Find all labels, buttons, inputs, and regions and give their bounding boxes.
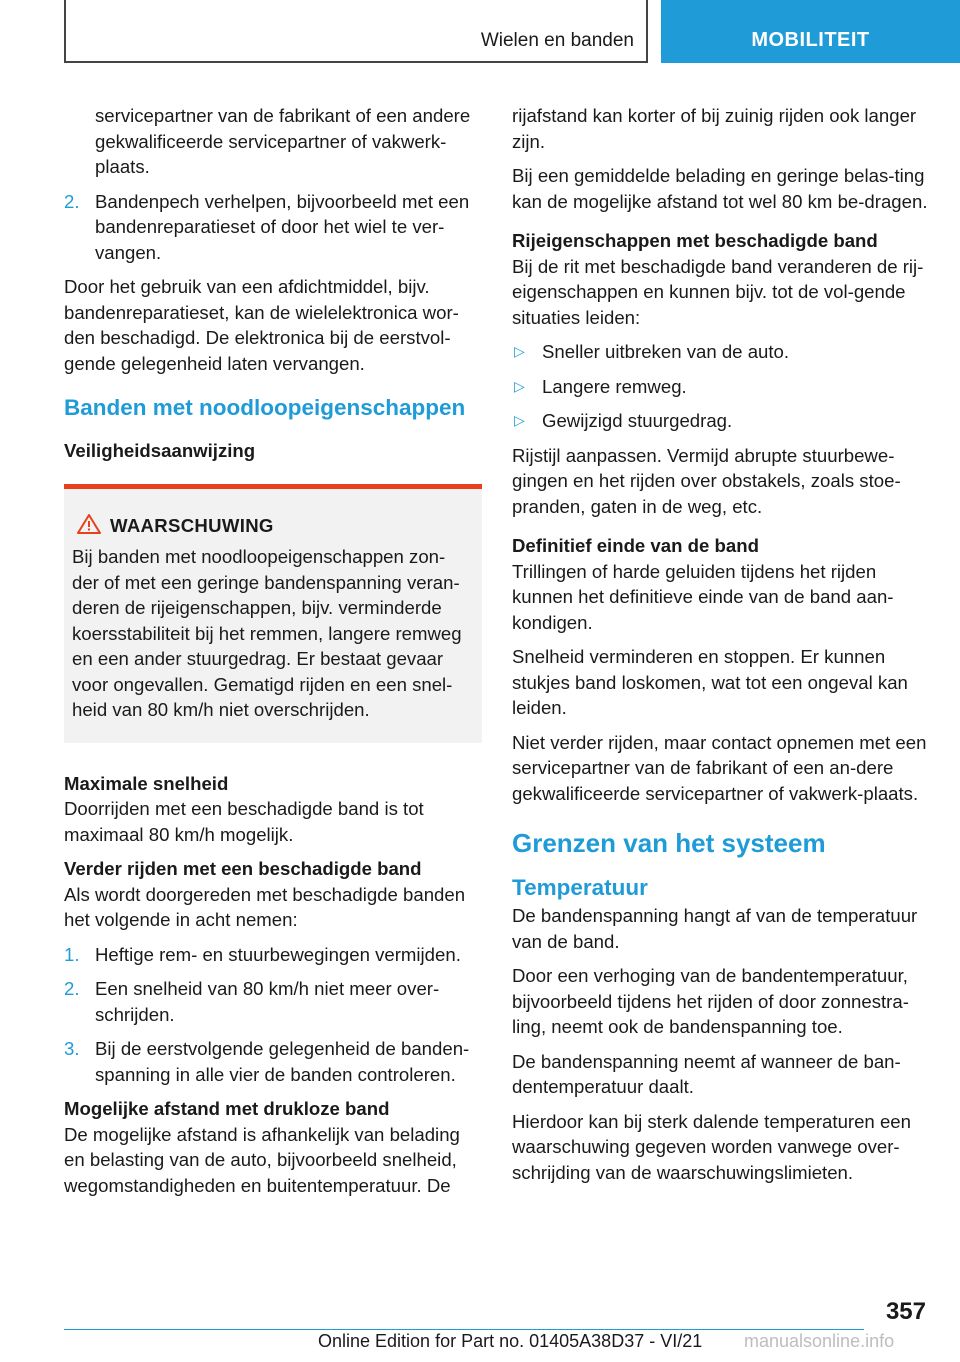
heading-possible-distance: Mogelijke afstand met drukloze band xyxy=(64,1098,390,1119)
footer-divider xyxy=(64,1329,864,1330)
heading-max-speed: Maximale snelheid xyxy=(64,772,229,794)
paragraph-max-speed: Doorrijden met een beschadigde band is tot maximaal 80 km/h mogelijk. xyxy=(64,798,424,845)
list-item-text: Langere remweg. xyxy=(542,375,687,397)
bullet-triangle-icon: ▷ xyxy=(514,377,525,394)
list-number: 1. xyxy=(64,943,80,965)
paragraph-tire-end-2: Snelheid verminderen en stoppen. Er kunnen stukjes band loskomen, wat tot een ongeval kan leiden. xyxy=(512,646,908,718)
list-item-text: Bandenpech verhelpen, bijvoorbeeld met een bandenreparatieset of door het wiel te ver-vangen. xyxy=(95,190,470,263)
list-item-continuation: servicepartner van de fabrikant of een andere gekwalificeerde servicepartner of vakwerk-plaats. xyxy=(95,105,471,177)
chapter-title: MOBILITEIT xyxy=(751,29,870,51)
page-number: 357 xyxy=(885,1298,926,1325)
list-number: 2. xyxy=(64,978,80,999)
list-item-text: Bij de eerstvolgende gelegenheid de banden-spanning in alle vier de banden controleren. xyxy=(95,1038,470,1085)
paragraph-load: Bij een gemiddelde belading en geringe belas-ting kan de mogelijke afstand tot wel 80 km be-dragen. xyxy=(512,165,928,212)
bullet-triangle-icon: ▷ xyxy=(514,343,525,359)
paragraph-temperature-2: Door een verhoging van de bandentemperatuur, bijvoorbeeld tijdens het rijden of door zonnestra-ling, neemt ook de bandenspanning toe. xyxy=(512,965,909,1037)
heading-handling: Rijeigenschappen met beschadigde band xyxy=(512,230,878,251)
paragraph-tire-end-1: Trillingen of harde geluiden tijdens het rijden kunnen het definitieve einde van de band aan-kondigen. xyxy=(512,560,894,633)
paragraph-temperature-4: Hierdoor kan bij sterk dalende temperaturen een waarschuwing gegeven worden vanwege over-schrijding van de waarschuwingslimieten. xyxy=(512,1110,911,1183)
list-number: 3. xyxy=(64,1038,80,1059)
warning-text: Bij banden met noodloopeigenschappen zon-der of met een geringe bandenspanning veran-deren de rijeigenschappen, bijv. verminderde koersstabiliteit bij het remmen, langere remweg en een ander stuurgedrag. Er bestaat gevaar voor ongevallen. Gematigd rijden en een snel-heid van 80 km/h niet overschrijden. xyxy=(72,546,462,720)
list-item-text: Sneller uitbreken van de auto. xyxy=(542,341,790,362)
bullet-triangle-icon: ▷ xyxy=(514,412,525,428)
heading-safety: Veiligheidsaanwijzing xyxy=(64,440,256,461)
warning-title: WAARSCHUWING xyxy=(110,514,274,536)
paragraph-further-driving: Als wordt doorgereden met beschadigde banden het volgende in acht nemen: xyxy=(64,883,466,930)
paragraph-tire-end-3: Niet verder rijden, maar contact opnemen met een servicepartner van de fabrikant of een an-dere gekwalificeerde servicepartner of vakwerk-plaats. xyxy=(512,731,927,804)
list-item xyxy=(64,1036,482,1087)
right-column xyxy=(512,103,930,1194)
heading-system-limits: Grenzen van het systeem xyxy=(512,828,826,858)
list-item-text: Een snelheid van 80 km/h niet meer over-schrijden. xyxy=(95,978,440,1025)
list-item-text: Gewijzigd stuurgedrag. xyxy=(542,410,733,431)
section-tab xyxy=(64,0,648,63)
list-item xyxy=(64,942,482,968)
heading-further-driving: Verder rijden met een beschadigde band xyxy=(64,858,422,879)
paragraph-possible-distance: De mogelijke afstand is afhankelijk van belading en belasting van de auto, bijvoorbeeld snelheid, wegomstandigheden en buitentemperatuur. De xyxy=(64,1123,460,1196)
paragraph-continuation: rijafstand kan korter of bij zuinig rijden ook langer zijn. xyxy=(512,105,917,152)
list-item-text: Heftige rem- en stuurbewegingen vermijden. xyxy=(95,943,461,965)
heading-runflat: Banden met noodloopeigenschappen xyxy=(64,395,466,420)
list-item xyxy=(64,976,482,1027)
warning-box xyxy=(64,484,482,743)
warning-heading xyxy=(72,513,472,539)
heading-temperature: Temperatuur xyxy=(512,875,648,900)
paragraph-sealant: Door het gebruik van een afdichtmiddel, bijv. bandenreparatieset, kan de wielelektronica wor-den beschadigd. De elektronica bij de eerstvol-gende gelegenheid laten vervangen. xyxy=(64,276,459,374)
list-item xyxy=(512,339,930,365)
list-item xyxy=(64,189,482,266)
section-title: Wielen en banden xyxy=(480,30,634,51)
chapter-tab xyxy=(661,0,960,63)
paragraph-handling: Bij de rit met beschadigde band veranderen de rij-eigenschappen en kunnen bijv. tot de vol-gende situaties leiden: xyxy=(512,255,924,328)
list-item xyxy=(512,374,930,400)
warning-triangle-icon xyxy=(76,513,102,535)
list-item xyxy=(512,408,930,434)
list-number: 2. xyxy=(64,190,80,212)
heading-tire-end: Definitief einde van de band xyxy=(512,535,759,556)
paragraph-temperature-3: De bandenspanning neemt af wanneer de ban-dentemperatuur daalt. xyxy=(512,1050,901,1097)
left-column xyxy=(64,103,482,1207)
footer-watermark: manualsonline.info xyxy=(744,1331,895,1351)
footer-edition: Online Edition for Part no. 01405A38D37 - VI/21 xyxy=(318,1331,703,1351)
paragraph-driving-style: Rijstijl aanpassen. Vermijd abrupte stuurbewe-gingen en het rijden over obstakels, zoals stoe-pranden, gaten in de weg, etc. xyxy=(512,444,901,517)
paragraph-temperature-1: De bandenspanning hangt af van de temperatuur van de band. xyxy=(512,905,918,952)
